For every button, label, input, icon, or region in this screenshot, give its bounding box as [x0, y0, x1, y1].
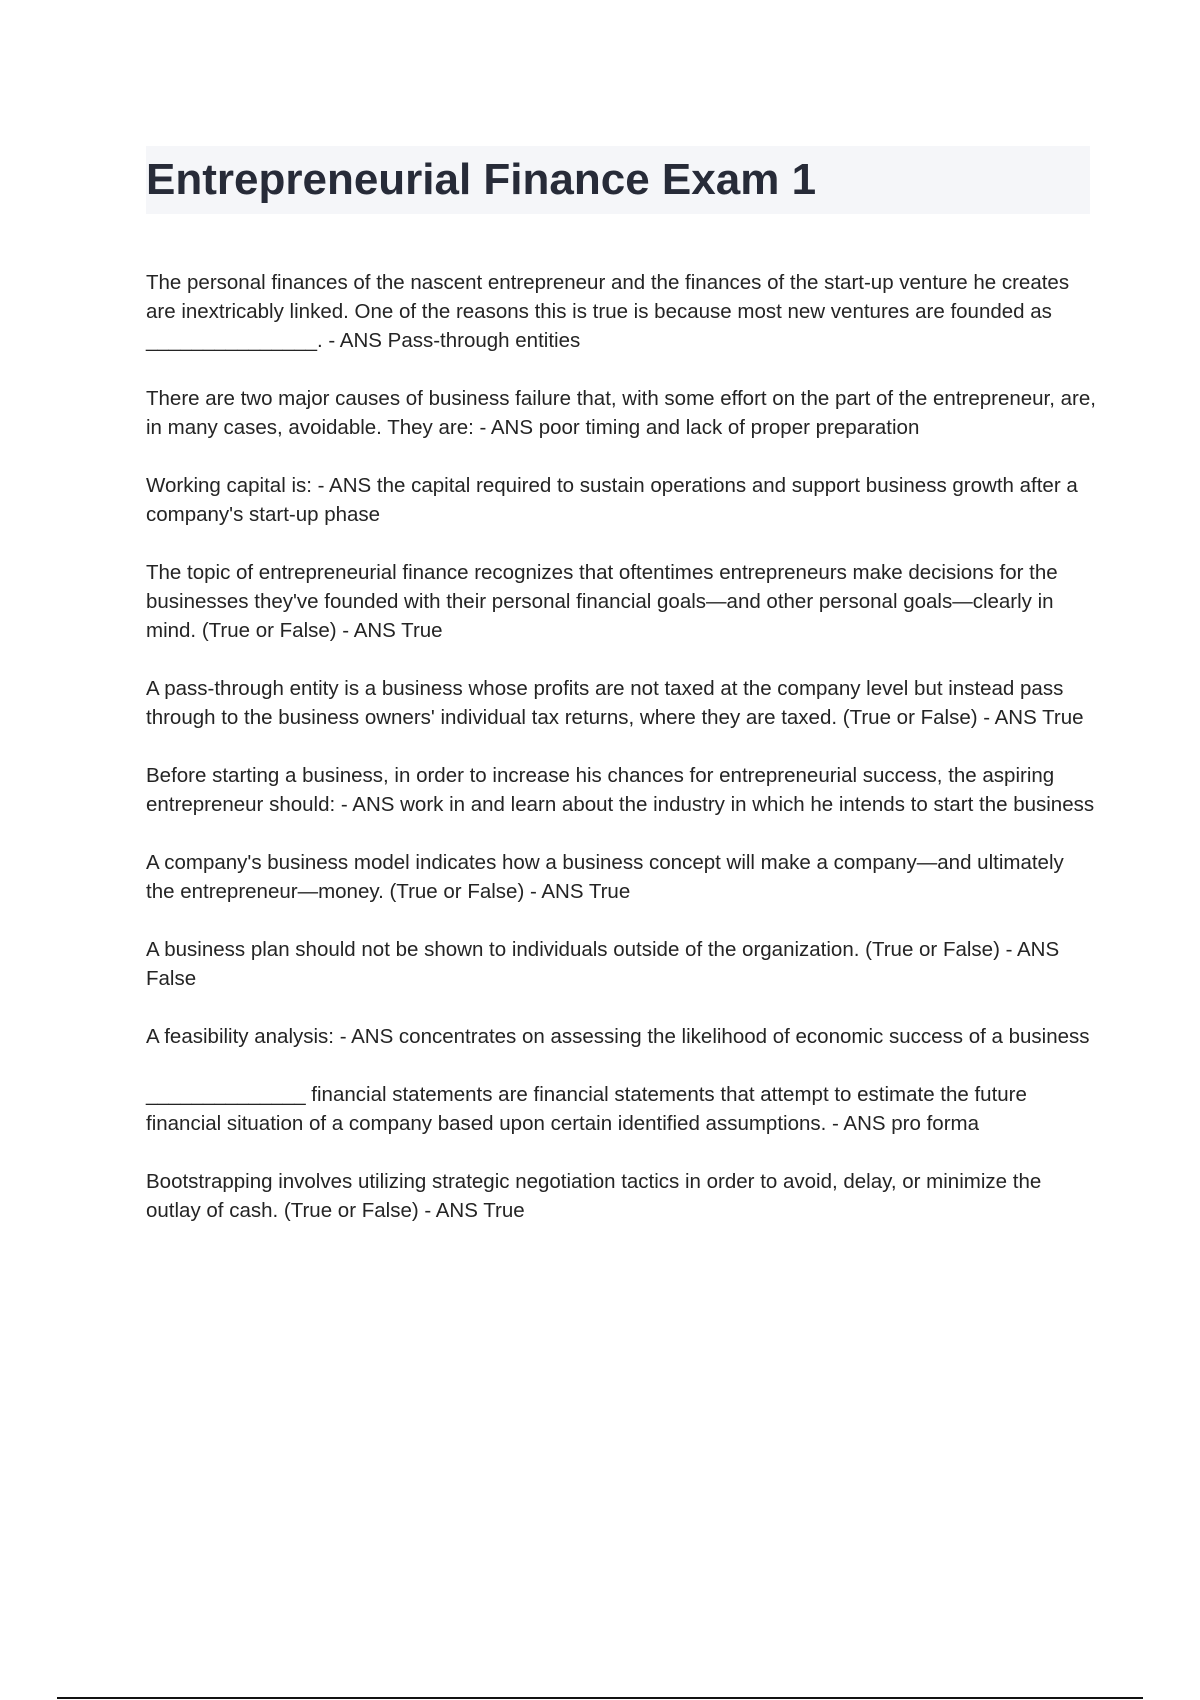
qa-item: Bootstrapping involves utilizing strategic negotiation tactics in order to avoid, delay, or minimize the outlay of cash. (True or False) - ANS True [146, 1170, 1042, 1222]
question-answer-list [146, 268, 1096, 1254]
title-band [146, 146, 1090, 214]
qa-item: Before starting a business, in order to increase his chances for entrepreneurial success, the aspiring entrepreneur should: - ANS work in and learn about the industry in which he intends to start the business [146, 764, 1095, 816]
page-bottom-rule [57, 1697, 1143, 1699]
qa-item: There are two major causes of business failure that, with some effort on the part of the entrepreneur, are, in many cases, avoidable. They are: - ANS poor timing and lack of proper preparation [146, 387, 1096, 439]
qa-item: Working capital is: - ANS the capital required to sustain operations and support business growth after a company's start-up phase [146, 474, 1078, 526]
qa-item: A feasibility analysis: - ANS concentrates on assessing the likelihood of economic success of a business [146, 1025, 1090, 1048]
qa-item: A company's business model indicates how a business concept will make a company—and ultimately the entrepreneur—money. (True or False) - ANS True [146, 851, 1064, 903]
qa-item: A business plan should not be shown to individuals outside of the organization. (True or False) - ANS False [146, 938, 1060, 990]
document-title: Entrepreneurial Finance Exam 1 [146, 155, 817, 204]
qa-item: The topic of entrepreneurial finance recognizes that oftentimes entrepreneurs make decisions for the businesses they've founded with their personal financial goals—and other personal goals—clearly in mind. (True or False) - ANS True [146, 561, 1058, 642]
qa-item: ______________ financial statements are financial statements that attempt to estimate the future financial situation of a company based upon certain identified assumptions. - ANS pro forma [146, 1083, 1027, 1135]
qa-item: The personal finances of the nascent entrepreneur and the finances of the start-up venture he creates are inextricably linked. One of the reasons this is true is because most new ventures are founded as _______________. - ANS Pass-through entities [146, 271, 1070, 352]
qa-item: A pass-through entity is a business whose profits are not taxed at the company level but instead pass through to the business owners' individual tax returns, where they are taxed. (True or False) - ANS True [146, 677, 1084, 729]
